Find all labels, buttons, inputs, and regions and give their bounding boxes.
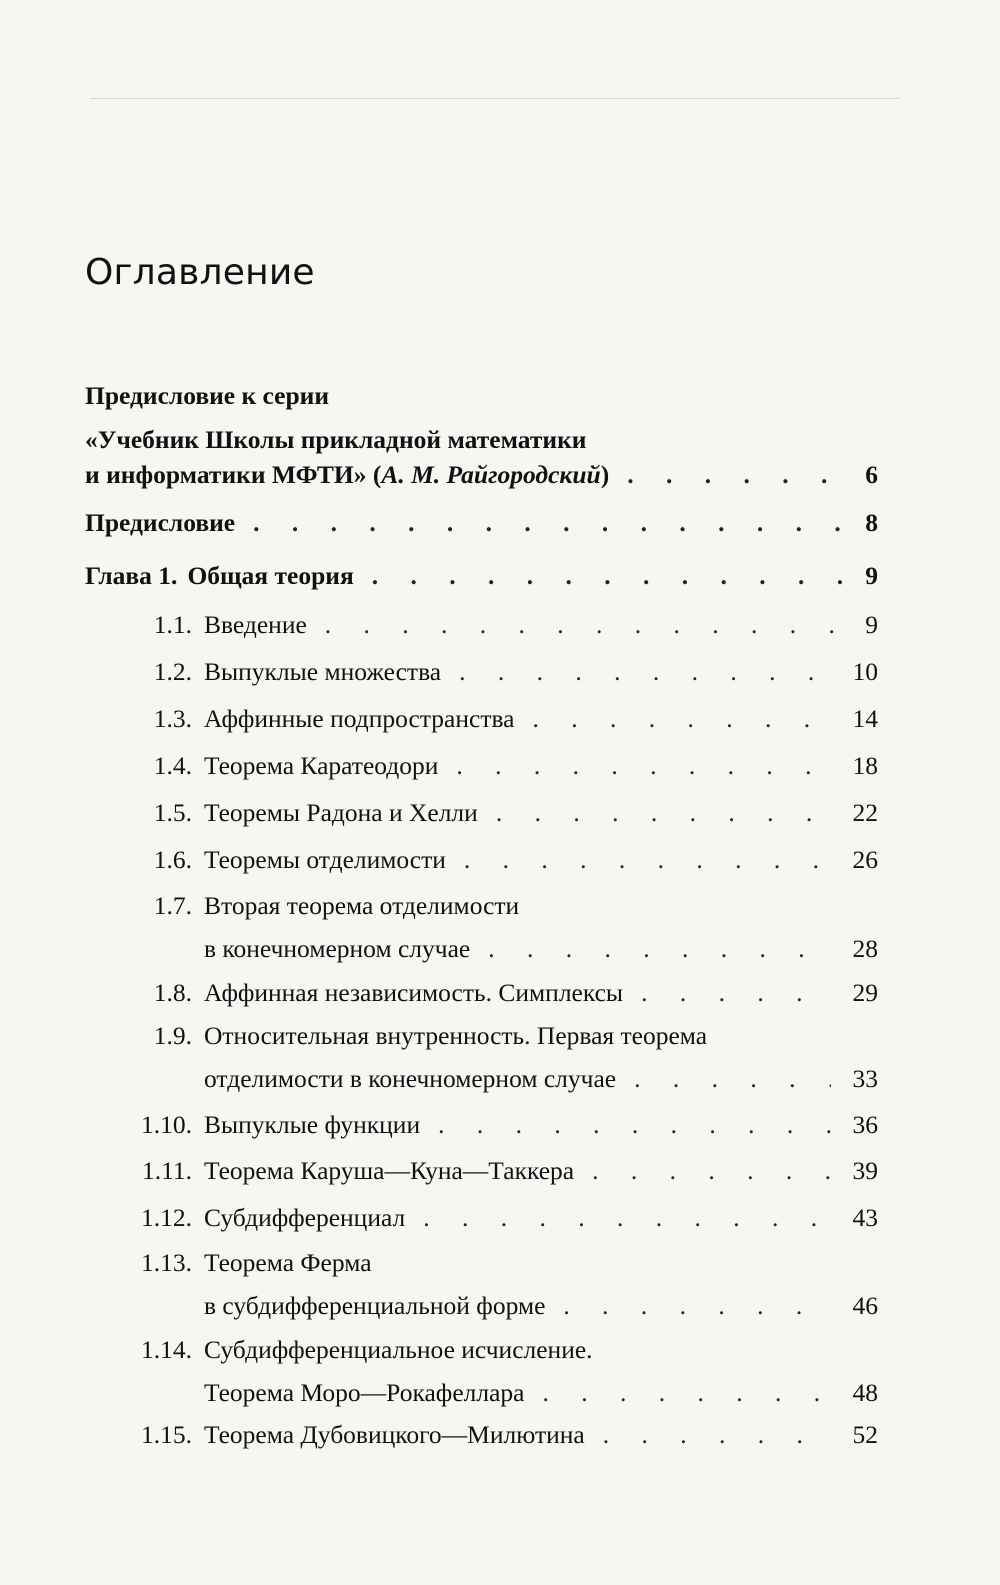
page-number: 18 <box>852 751 878 780</box>
section-title-line: Вторая теорема отделимости <box>204 891 520 920</box>
dot-leader <box>423 1205 830 1231</box>
section-title-line: Введение <box>204 610 307 639</box>
dot-leader <box>464 847 831 873</box>
section-number: 1.10. <box>141 1110 192 1139</box>
toc-entry-section-1-2 <box>120 659 878 702</box>
section-title-line: Теорема Ферма <box>204 1248 372 1277</box>
section-title-line: в конечномерном случае <box>204 934 471 963</box>
page-number: 9 <box>865 561 878 590</box>
section-title-line: Теоремы отделимости <box>204 845 446 874</box>
page-number: 8 <box>865 508 878 537</box>
toc-entry-section-1-9 <box>120 1023 878 1109</box>
toc-entry-section-1-4 <box>120 753 878 796</box>
toc-entry-preface <box>85 510 878 540</box>
dot-leader <box>592 1158 830 1184</box>
dot-leader <box>542 1380 830 1406</box>
section-title-line: Аффинная независимость. Симплексы <box>204 978 624 1007</box>
bleed-through-header <box>90 58 900 99</box>
toc-entry-preface-series <box>85 383 878 503</box>
section-number: 1.15. <box>141 1420 192 1449</box>
page-number: 28 <box>852 934 878 963</box>
page-number: 22 <box>852 798 878 827</box>
page-number: 6 <box>865 460 878 489</box>
page-number: 39 <box>852 1156 878 1185</box>
dot-leader <box>438 1112 830 1138</box>
dot-leader <box>533 706 831 732</box>
page-title: Оглавление <box>85 252 315 294</box>
section-number: 1.8. <box>153 978 192 1007</box>
section-title-line: Субдифференциал <box>204 1203 406 1232</box>
section-number: 1.1. <box>153 610 192 639</box>
chapter-title: Общая теория <box>187 561 354 590</box>
toc-entry-section-1-3 <box>120 706 878 749</box>
dot-leader <box>496 800 831 826</box>
section-number: 1.9. <box>153 1021 192 1050</box>
page-number: 10 <box>852 657 878 686</box>
section-title-line: Относительная внутренность. Первая теорема <box>204 1021 708 1050</box>
section-number: 1.12. <box>141 1203 192 1232</box>
page-number: 33 <box>852 1064 878 1093</box>
toc-entry-section-1-1 <box>120 612 878 655</box>
section-title-line: отделимости в конечномерном случае <box>204 1064 617 1093</box>
dot-leader <box>488 936 830 962</box>
section-number: 1.14. <box>141 1335 192 1364</box>
toc-entry-section-1-15 <box>120 1422 878 1465</box>
dot-leader <box>634 1066 830 1092</box>
page-number: 29 <box>852 978 878 1007</box>
section-title-line: Теорема Каруша—Куна—Таккера <box>204 1156 575 1185</box>
preface-label: Предисловие <box>85 508 236 537</box>
toc-entry-section-1-7 <box>120 893 878 979</box>
section-title-line: Теорема Дубовицкого—Милютина <box>204 1420 585 1449</box>
dot-leader <box>325 612 843 638</box>
dot-leader <box>641 980 830 1006</box>
section-number: 1.2. <box>153 657 192 686</box>
preface-series-line-2: «Учебник Школы прикладной математики <box>85 425 587 454</box>
section-number: 1.4. <box>153 751 192 780</box>
section-title-line: Аффинные подпространства <box>204 704 515 733</box>
dot-leader <box>253 510 843 536</box>
section-title-line: в субдифференциальной форме <box>204 1291 546 1320</box>
preface-series-line-1: Предисловие к серии <box>85 381 330 410</box>
page-number: 9 <box>865 610 878 639</box>
toc-entry-section-1-5 <box>120 800 878 843</box>
section-number: 1.3. <box>153 704 192 733</box>
toc-entry-section-1-13 <box>120 1250 878 1336</box>
page-number: 43 <box>852 1203 878 1232</box>
section-title-line: Выпуклые множества <box>204 657 442 686</box>
section-number: 1.11. <box>141 1156 192 1185</box>
toc-entry-section-1-10 <box>120 1112 878 1155</box>
section-number: 1.5. <box>153 798 192 827</box>
toc-entry-chapter-1 <box>85 563 878 593</box>
section-title-line: Выпуклые функции <box>204 1110 421 1139</box>
toc-entry-section-1-11 <box>120 1158 878 1201</box>
toc-entry-section-1-12 <box>120 1205 878 1248</box>
toc-entry-section-1-8 <box>120 980 878 1023</box>
section-number: 1.13. <box>141 1248 192 1277</box>
dot-leader <box>563 1293 830 1319</box>
dot-leader <box>627 462 849 488</box>
page-number: 14 <box>852 704 878 733</box>
section-title-line: Теоремы Радона и Хелли <box>204 798 478 827</box>
page-number: 26 <box>852 845 878 874</box>
section-number: 1.6. <box>153 845 192 874</box>
dot-leader <box>372 563 844 589</box>
page-number: 36 <box>852 1110 878 1139</box>
toc-entry-section-1-6 <box>120 847 878 890</box>
chapter-label: Глава 1. <box>85 561 178 590</box>
toc-entry-section-1-14 <box>120 1337 878 1423</box>
preface-series-line-3: и информатики МФТИ» (А. М. Райгородский) <box>85 460 610 489</box>
dot-leader <box>459 659 830 685</box>
page-number: 52 <box>852 1420 878 1449</box>
dot-leader <box>456 753 830 779</box>
dot-leader <box>603 1422 831 1448</box>
section-title-line: Субдифференциальное исчисление. <box>204 1335 593 1364</box>
section-title-line: Теорема Моро—Рокафеллара <box>204 1378 525 1407</box>
page-number: 46 <box>852 1291 878 1320</box>
page-number: 48 <box>852 1378 878 1407</box>
section-title-line: Теорема Каратеодори <box>204 751 439 780</box>
section-number: 1.7. <box>153 891 192 920</box>
preface-series-author: А. М. Райгородский <box>381 460 601 489</box>
